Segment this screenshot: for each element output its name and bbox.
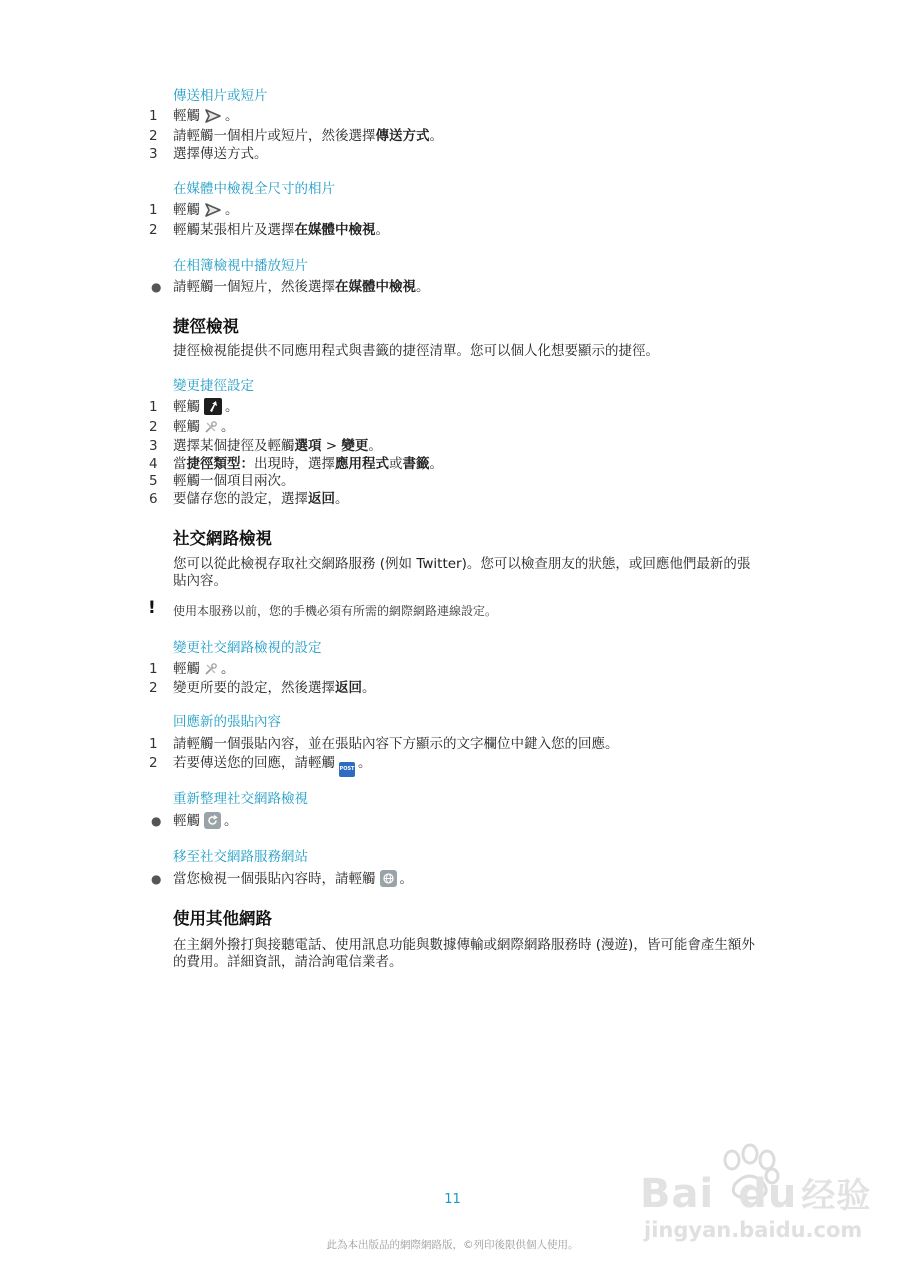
watermark-text: Bai du 经验	[640, 1171, 872, 1217]
settings-tools-icon	[204, 420, 218, 434]
refresh-icon	[204, 812, 221, 829]
step-row: 3 選擇傳送方式。	[149, 146, 268, 162]
bullet-icon: ●	[151, 814, 162, 828]
footer-note: 此為本出版品的網際網路版，©列印後限供個人使用。	[326, 1239, 579, 1251]
step-row: 1 請輕觸一個張貼內容，並在張貼內容下方顯示的文字欄位中鍵入您的回應。	[149, 736, 619, 752]
subsection-title-refresh: 重新整理社交網路檢視	[173, 791, 308, 807]
subsection-title-social-settings: 變更社交網路檢視的設定	[173, 640, 322, 656]
play-icon	[204, 203, 222, 217]
section-intro: 捷徑檢視能提供不同應用程式與書籤的捷徑清單。您可以個人化想要顯示的捷徑。	[173, 343, 659, 359]
warning-note: 使用本服務以前，您的手機必須有所需的網際網路連線設定。	[173, 604, 498, 618]
play-icon	[204, 109, 222, 123]
step-row: 2 輕觸 。	[149, 419, 235, 435]
globe-icon	[380, 870, 397, 887]
step-row: 3 選擇某個捷徑及輕觸選項 > 變更。	[149, 438, 382, 454]
watermark-url: jingyan.baidu.com	[644, 1218, 863, 1242]
page-number: 11	[444, 1192, 461, 1207]
step-row: 6 要儲存您的設定，選擇返回。	[149, 491, 349, 507]
subsection-title-send-photo: 傳送相片或短片	[173, 88, 268, 104]
step-row: 1 輕觸 。	[149, 399, 239, 415]
section-heading-shortcuts: 捷徑檢視	[173, 317, 239, 336]
settings-tools-icon	[204, 662, 218, 676]
bullet-icon: ●	[151, 872, 162, 886]
post-icon: POST	[339, 762, 355, 777]
step-row: 4 當捷徑類型：出現時，選擇應用程式或書籤。	[149, 456, 443, 472]
subsection-title-play-clip: 在相簿檢視中播放短片	[173, 258, 308, 274]
step-row: 2 變更所要的設定，然後選擇返回。	[149, 680, 376, 696]
step-row: 2 請輕觸一個相片或短片，然後選擇傳送方式。	[149, 128, 443, 144]
section-heading-roaming: 使用其他網路	[173, 909, 272, 928]
section-heading-social: 社交網路檢視	[173, 529, 272, 548]
bullet-row: ● 輕觸 。	[151, 813, 238, 829]
section-intro: 在主網外撥打與接聽電話、使用訊息功能與數據傳輸或網際網路服務時 (漫遊)，皆可能會產生額外的費用。詳細資訊，請洽詢電信業者。	[173, 937, 755, 970]
subsection-title-change-shortcuts: 變更捷徑設定	[173, 378, 254, 394]
subsection-title-go-to-site: 移至社交網路服務網站	[173, 849, 308, 865]
step-row: 5 輕觸一個項目兩次。	[149, 473, 295, 489]
step-row: 2 輕觸某張相片及選擇在媒體中檢視。	[149, 222, 389, 238]
step-row: 1 輕觸 。	[149, 202, 239, 218]
step-number: 1	[149, 108, 158, 124]
bullet-row: ● 當您檢視一個張貼內容時，請輕觸 。	[151, 871, 413, 887]
warning-icon: !	[148, 598, 156, 618]
step-row: 2 若要傳送您的回應，請輕觸 POST 。	[0, 754, 905, 773]
section-intro: 您可以從此檢視存取社交網路服務 (例如 Twitter)。您可以檢查朋友的狀態，或回應他們最新的張貼內容。	[173, 556, 751, 589]
subsection-title-reply: 回應新的張貼內容	[173, 714, 281, 730]
bullet-icon: ●	[151, 280, 162, 294]
step-row: 1 輕觸 。	[149, 108, 239, 124]
step-row: 1 輕觸 。	[149, 661, 235, 677]
subsection-title-view-full-photo: 在媒體中檢視全尺寸的相片	[173, 181, 335, 197]
shortcut-arrow-icon	[204, 398, 222, 415]
baidu-watermark	[640, 1140, 880, 1250]
bullet-row: ● 請輕觸一個短片，然後選擇在媒體中檢視。	[151, 279, 430, 295]
